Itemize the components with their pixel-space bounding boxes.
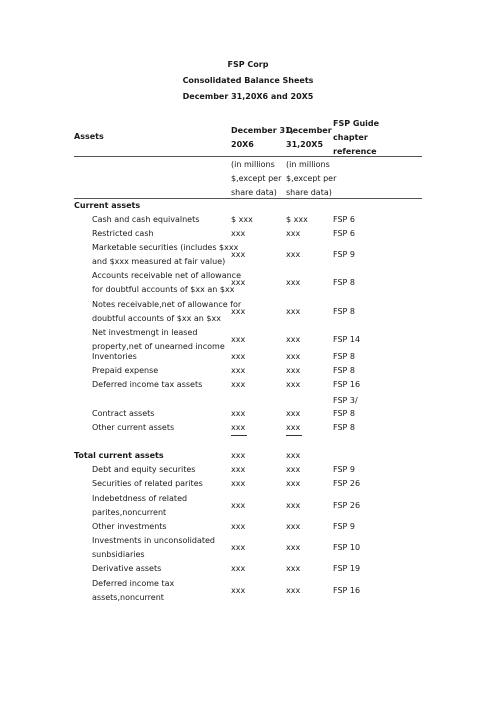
header-rule: [74, 156, 422, 157]
row-value-2026: xxx: [231, 278, 246, 287]
row-value-2026: xxx: [231, 543, 246, 552]
row-value-2026: xxx: [231, 465, 246, 474]
row-label: Investments in unconsolidated: [92, 536, 215, 545]
col-2026-header-line1: December 31,: [231, 126, 294, 135]
row-label: for doubtful accounts of $xx an $xx: [92, 285, 235, 294]
fsp-ref-header-line3: reference: [333, 147, 377, 156]
row-fsp-ref: FSP 14: [333, 335, 361, 344]
row-value-2026: xxx: [231, 564, 246, 573]
row-value-2026: xxx: [231, 409, 246, 418]
row-label: parites,noncurrent: [92, 508, 167, 517]
row-label: Deferred income tax: [92, 579, 175, 588]
col-2025-header-line2: 31,20X5: [286, 140, 324, 149]
row-fsp-ref: FSP 8: [333, 409, 355, 418]
row-label: Contract assets: [92, 409, 155, 418]
subtotal-underline-2025: [286, 435, 302, 436]
row-label: Deferred income tax assets: [92, 380, 203, 389]
units-col2-line3: share data): [286, 188, 332, 197]
row-value-2025: xxx: [286, 366, 301, 375]
col-2025-header-line1: December: [286, 126, 332, 135]
row-value-2025: xxx: [286, 564, 301, 573]
col-2026-header-line2: 20X6: [231, 140, 254, 149]
row-value-2025: xxx: [286, 409, 301, 418]
fsp-ref-header-line1: FSP Guide: [333, 119, 380, 128]
total-current-assets-label: Total current assets: [74, 451, 164, 460]
row-label: assets,noncurrent: [92, 593, 164, 602]
current-assets-heading: Current assets: [74, 201, 141, 210]
row-fsp-ref: FSP 19: [333, 564, 361, 573]
row-label: Derivative assets: [92, 564, 162, 573]
row-value-2026: xxx: [231, 522, 246, 531]
row-fsp-ref: FSP 9: [333, 465, 355, 474]
row-value-2025: $ xxx: [286, 215, 308, 224]
statement-title: Consolidated Balance Sheets: [182, 76, 314, 85]
row-fsp-ref: FSP 8: [333, 352, 355, 361]
row-value-2025: xxx: [286, 335, 301, 344]
row-value-2026: xxx: [231, 380, 246, 389]
row-fsp-ref: FSP 16: [333, 380, 361, 389]
row-value-2025: xxx: [286, 352, 301, 361]
row-value-2026: xxx: [231, 250, 246, 259]
row-label: Restricted cash: [92, 229, 154, 238]
statement-dates: December 31,20X6 and 20X5: [182, 92, 314, 101]
row-fsp-ref: FSP 8: [333, 307, 355, 316]
row-value-2025: xxx: [286, 465, 301, 474]
row-label: Marketable securities (includes $xxx: [92, 243, 239, 252]
row-value-2026: xxx: [231, 366, 246, 375]
row-value-2025: xxx: [286, 423, 301, 432]
row-value-2025: xxx: [286, 307, 301, 316]
row-fsp-ref: FSP 8: [333, 423, 355, 432]
subtotal-underline-2026: [231, 435, 247, 436]
units-col2-line2: $,except per: [286, 174, 337, 183]
row-fsp-ref: FSP 9: [333, 522, 355, 531]
row-label: sunbsidiaries: [92, 550, 145, 559]
row-value-2025: xxx: [286, 250, 301, 259]
row-value-2026: xxx: [231, 352, 246, 361]
row-fsp-ref: FSP 9: [333, 250, 355, 259]
row-value-2025: xxx: [286, 229, 301, 238]
row-value-2026: xxx: [231, 335, 246, 344]
row-value-2025: xxx: [286, 586, 301, 595]
units-col2-line1: (in millions: [286, 160, 330, 169]
row-label: Debt and equity securites: [92, 465, 196, 474]
row-value-2025: xxx: [286, 501, 301, 510]
units-col1-line2: $,except per: [231, 174, 282, 183]
row-value-2025: xxx: [286, 522, 301, 531]
row-fsp-ref: FSP 8: [333, 366, 355, 375]
assets-header: Assets: [74, 132, 104, 141]
fsp-ref-header-line2: chapter: [333, 133, 368, 142]
row-label: Inventories: [92, 352, 137, 361]
row-value-2025: xxx: [286, 278, 301, 287]
units-col1-line3: share data): [231, 188, 277, 197]
row-fsp-ref: FSP 8: [333, 278, 355, 287]
row-value-2026: xxx: [231, 307, 246, 316]
row-label: Cash and cash equivalnets: [92, 215, 200, 224]
row-label: property,net of unearned income: [92, 342, 225, 351]
row-label: Net investmengt in leased: [92, 328, 198, 337]
row-value-2026: xxx: [231, 479, 246, 488]
row-label: Other current assets: [92, 423, 175, 432]
row-fsp-ref: FSP 26: [333, 501, 361, 510]
row-fsp-ref: FSP 6: [333, 229, 355, 238]
row-fsp-ref: FSP 10: [333, 543, 361, 552]
total-value-2026: xxx: [231, 451, 246, 460]
row-fsp-ref: FSP 6: [333, 215, 355, 224]
row-value-2026: $ xxx: [231, 215, 253, 224]
row-value-2025: xxx: [286, 380, 301, 389]
row-label: Other investments: [92, 522, 167, 531]
row-fsp-ref: FSP 3/: [333, 396, 358, 405]
row-label: Accounts receivable net of allowance: [92, 271, 241, 280]
row-value-2026: xxx: [231, 501, 246, 510]
row-value-2026: xxx: [231, 423, 246, 432]
total-value-2025: xxx: [286, 451, 301, 460]
row-fsp-ref: FSP 26: [333, 479, 361, 488]
row-label: doubtful accounts of $xx an $xx: [92, 314, 221, 323]
row-value-2025: xxx: [286, 543, 301, 552]
units-col1-line1: (in millions: [231, 160, 275, 169]
row-label: Prepaid expense: [92, 366, 159, 375]
row-value-2026: xxx: [231, 229, 246, 238]
row-label: Securities of related parites: [92, 479, 203, 488]
row-label: Notes receivable,net of allowance for: [92, 300, 242, 309]
row-label: and $xxx measured at fair value): [92, 257, 226, 266]
row-label: Indebetdness of related: [92, 494, 188, 503]
row-fsp-ref: FSP 16: [333, 586, 361, 595]
row-value-2026: xxx: [231, 586, 246, 595]
company-name: FSP Corp: [227, 60, 269, 69]
row-value-2025: xxx: [286, 479, 301, 488]
